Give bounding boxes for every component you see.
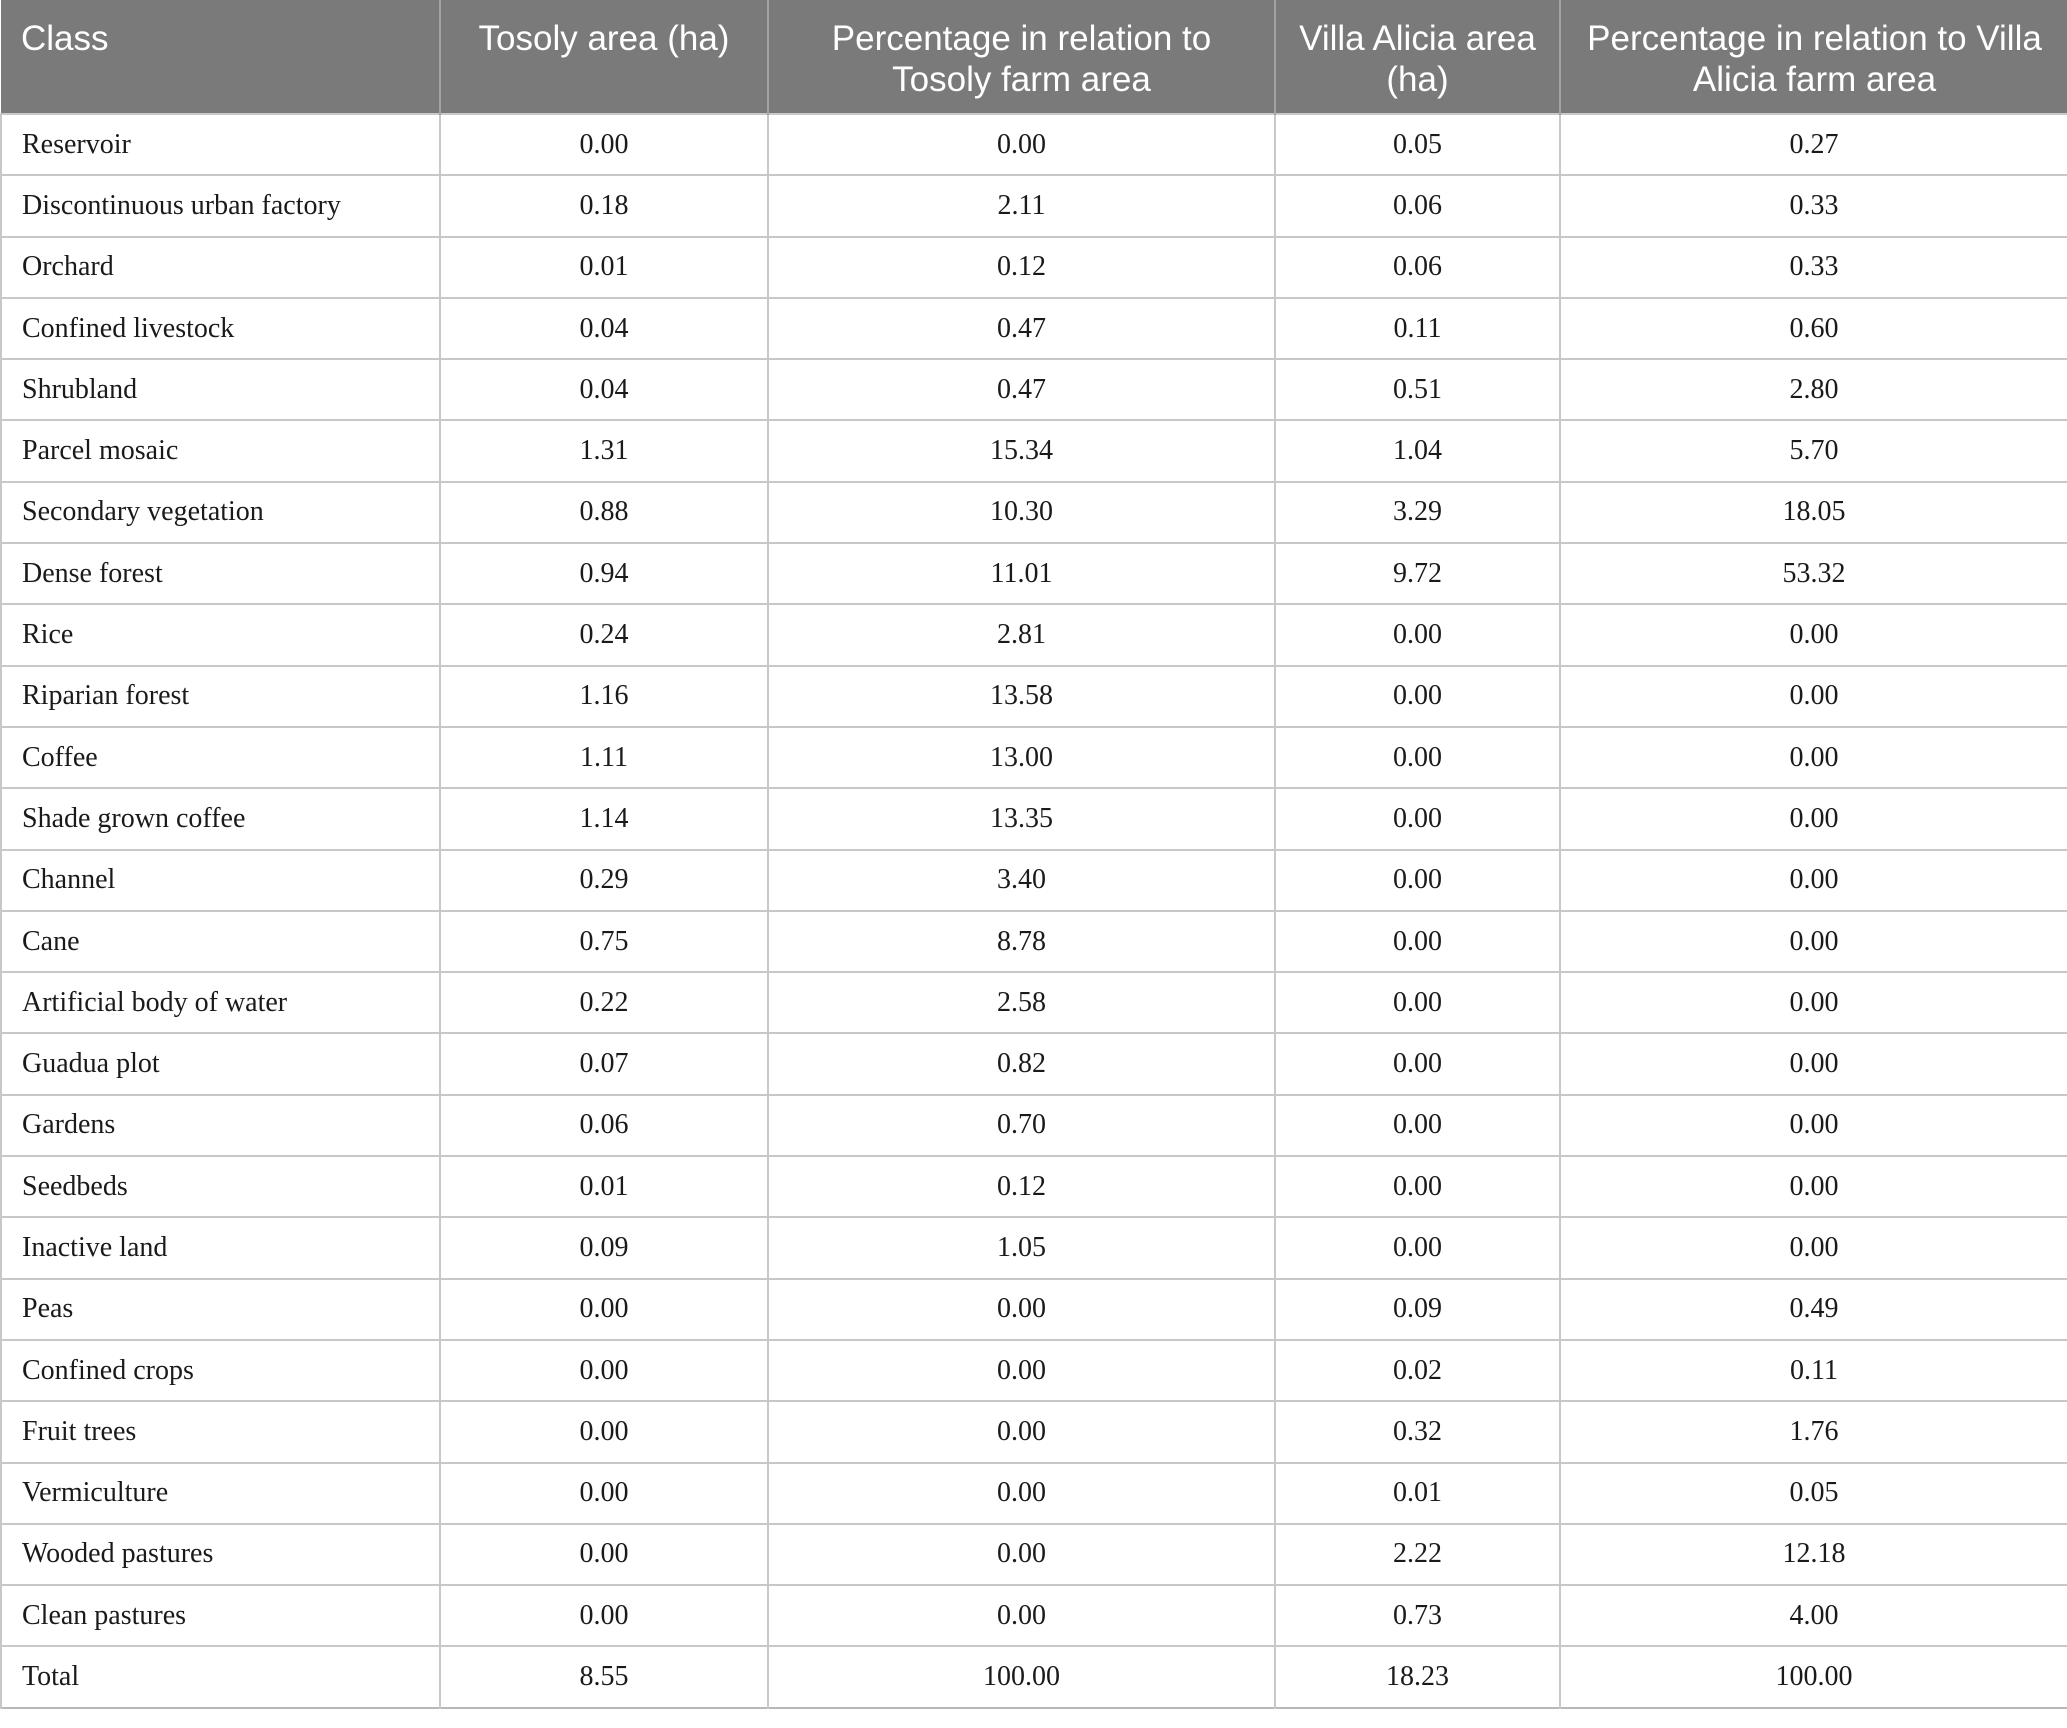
cell-tosoly-percentage: 0.70: [768, 1095, 1275, 1156]
table-row: [1, 1156, 2067, 1217]
cell-tosoly-percentage: 13.35: [768, 788, 1275, 849]
cell-villa-alicia-area: 0.00: [1275, 1156, 1560, 1217]
cell-tosoly-area: 0.06: [440, 1095, 768, 1156]
cell-villa-alicia-percentage: 0.11: [1560, 1340, 2067, 1401]
table-row: [1, 359, 2067, 420]
cell-tosoly-area: 0.22: [440, 972, 768, 1033]
cell-tosoly-percentage: 0.00: [768, 1463, 1275, 1524]
table-row: [1, 727, 2067, 788]
cell-villa-alicia-percentage: 0.27: [1560, 114, 2067, 175]
cell-tosoly-percentage: 0.00: [768, 1279, 1275, 1340]
cell-villa-alicia-area: 0.00: [1275, 911, 1560, 972]
cell-tosoly-percentage: 0.00: [768, 1401, 1275, 1462]
cell-villa-alicia-area: 0.73: [1275, 1585, 1560, 1646]
cell-tosoly-percentage: 2.81: [768, 604, 1275, 665]
cell-tosoly-area: 0.24: [440, 604, 768, 665]
cell-tosoly-area: 0.00: [440, 114, 768, 175]
table-row: [1, 1033, 2067, 1094]
cell-class: Reservoir: [1, 114, 440, 175]
cell-villa-alicia-area: 0.00: [1275, 972, 1560, 1033]
table-row: [1, 850, 2067, 911]
cell-villa-alicia-percentage: 0.00: [1560, 788, 2067, 849]
cell-villa-alicia-area: 0.05: [1275, 114, 1560, 175]
cell-class: Fruit trees: [1, 1401, 440, 1462]
cell-tosoly-percentage: 3.40: [768, 850, 1275, 911]
cell-tosoly-area: 0.00: [440, 1401, 768, 1462]
cell-villa-alicia-percentage: 12.18: [1560, 1524, 2067, 1585]
cell-tosoly-percentage: 0.00: [768, 1585, 1275, 1646]
table-row: [1, 972, 2067, 1033]
cell-class: Vermiculture: [1, 1463, 440, 1524]
cell-villa-alicia-area: 0.00: [1275, 666, 1560, 727]
table-row: [1, 237, 2067, 298]
cell-class: Peas: [1, 1279, 440, 1340]
header-villa-alicia-area: Villa Alicia area (ha): [1275, 0, 1560, 114]
table-row: [1, 911, 2067, 972]
table-row: [1, 114, 2067, 175]
cell-tosoly-percentage: 0.47: [768, 298, 1275, 359]
cell-tosoly-percentage: 0.47: [768, 359, 1275, 420]
cell-villa-alicia-percentage: 0.05: [1560, 1463, 2067, 1524]
cell-class: Inactive land: [1, 1217, 440, 1278]
cell-villa-alicia-area: 0.00: [1275, 788, 1560, 849]
cell-tosoly-percentage: 13.00: [768, 727, 1275, 788]
cell-tosoly-percentage: 0.00: [768, 114, 1275, 175]
cell-tosoly-area: 0.00: [440, 1279, 768, 1340]
cell-villa-alicia-area: 0.00: [1275, 727, 1560, 788]
cell-villa-alicia-area: 0.00: [1275, 1095, 1560, 1156]
cell-villa-alicia-percentage: 0.00: [1560, 666, 2067, 727]
cell-tosoly-area: 0.00: [440, 1585, 768, 1646]
cell-class: Orchard: [1, 237, 440, 298]
header-tosoly-area: Tosoly area (ha): [440, 0, 768, 114]
cell-tosoly-area: 8.55: [440, 1646, 768, 1707]
cell-tosoly-percentage: 13.58: [768, 666, 1275, 727]
cell-villa-alicia-percentage: 0.00: [1560, 1217, 2067, 1278]
table-row: [1, 298, 2067, 359]
cell-tosoly-area: 0.00: [440, 1340, 768, 1401]
cell-villa-alicia-area: 0.02: [1275, 1340, 1560, 1401]
cell-class: Dense forest: [1, 543, 440, 604]
cell-villa-alicia-percentage: 2.80: [1560, 359, 2067, 420]
cell-class: Clean pastures: [1, 1585, 440, 1646]
cell-tosoly-area: 0.00: [440, 1463, 768, 1524]
cell-villa-alicia-percentage: 1.76: [1560, 1401, 2067, 1462]
header-row: [1, 0, 2067, 114]
cell-tosoly-percentage: 15.34: [768, 420, 1275, 481]
table-body: [1, 114, 2067, 1708]
cell-villa-alicia-percentage: 0.49: [1560, 1279, 2067, 1340]
cell-villa-alicia-percentage: 53.32: [1560, 543, 2067, 604]
table-row: [1, 1340, 2067, 1401]
table-row: [1, 175, 2067, 236]
table-row: [1, 1585, 2067, 1646]
cell-tosoly-area: 1.14: [440, 788, 768, 849]
cell-villa-alicia-area: 0.06: [1275, 237, 1560, 298]
cell-tosoly-area: 0.01: [440, 237, 768, 298]
header-villa-alicia-percentage: Percentage in relation to Villa Alicia farm area: [1560, 0, 2067, 114]
cell-tosoly-percentage: 0.12: [768, 237, 1275, 298]
cell-class: Shrubland: [1, 359, 440, 420]
cell-tosoly-percentage: 0.82: [768, 1033, 1275, 1094]
cell-villa-alicia-percentage: 0.00: [1560, 1033, 2067, 1094]
cell-tosoly-area: 0.75: [440, 911, 768, 972]
cell-class: Artificial body of water: [1, 972, 440, 1033]
cell-villa-alicia-percentage: 0.60: [1560, 298, 2067, 359]
cell-tosoly-area: 0.94: [440, 543, 768, 604]
cell-villa-alicia-area: 18.23: [1275, 1646, 1560, 1707]
cell-tosoly-area: 0.29: [440, 850, 768, 911]
cell-class: Cane: [1, 911, 440, 972]
cell-tosoly-area: 0.04: [440, 298, 768, 359]
cell-class: Coffee: [1, 727, 440, 788]
cell-villa-alicia-area: 0.01: [1275, 1463, 1560, 1524]
total-row: [1, 1646, 2067, 1707]
cell-tosoly-area: 0.00: [440, 1524, 768, 1585]
cell-villa-alicia-area: 3.29: [1275, 482, 1560, 543]
cell-class: Seedbeds: [1, 1156, 440, 1217]
cell-villa-alicia-area: 0.00: [1275, 1217, 1560, 1278]
cell-class: Wooded pastures: [1, 1524, 440, 1585]
cell-villa-alicia-percentage: 18.05: [1560, 482, 2067, 543]
cell-villa-alicia-percentage: 4.00: [1560, 1585, 2067, 1646]
cell-tosoly-percentage: 2.58: [768, 972, 1275, 1033]
cell-tosoly-percentage: 100.00: [768, 1646, 1275, 1707]
cell-villa-alicia-area: 0.00: [1275, 604, 1560, 665]
cell-tosoly-percentage: 0.12: [768, 1156, 1275, 1217]
cell-villa-alicia-percentage: 0.33: [1560, 175, 2067, 236]
table-row: [1, 1401, 2067, 1462]
cell-class: Riparian forest: [1, 666, 440, 727]
cell-villa-alicia-area: 9.72: [1275, 543, 1560, 604]
cell-tosoly-area: 0.18: [440, 175, 768, 236]
cell-tosoly-percentage: 0.00: [768, 1340, 1275, 1401]
cell-villa-alicia-percentage: 0.00: [1560, 850, 2067, 911]
cell-villa-alicia-percentage: 0.00: [1560, 972, 2067, 1033]
cell-tosoly-percentage: 1.05: [768, 1217, 1275, 1278]
cell-villa-alicia-area: 0.06: [1275, 175, 1560, 236]
cell-villa-alicia-percentage: 100.00: [1560, 1646, 2067, 1707]
cell-class: Total: [1, 1646, 440, 1707]
table-row: [1, 1279, 2067, 1340]
cell-class: Gardens: [1, 1095, 440, 1156]
table-row: [1, 420, 2067, 481]
table-row: [1, 543, 2067, 604]
cell-class: Shade grown coffee: [1, 788, 440, 849]
table-row: [1, 1095, 2067, 1156]
cell-class: Confined crops: [1, 1340, 440, 1401]
table-row: [1, 604, 2067, 665]
header-tosoly-percentage: Percentage in relation to Tosoly farm area: [768, 0, 1275, 114]
cell-villa-alicia-percentage: 0.00: [1560, 604, 2067, 665]
cell-class: Parcel mosaic: [1, 420, 440, 481]
cell-tosoly-percentage: 0.00: [768, 1524, 1275, 1585]
cell-class: Rice: [1, 604, 440, 665]
cell-class: Guadua plot: [1, 1033, 440, 1094]
table-row: [1, 788, 2067, 849]
cell-villa-alicia-area: 2.22: [1275, 1524, 1560, 1585]
table-row: [1, 666, 2067, 727]
cell-tosoly-area: 1.16: [440, 666, 768, 727]
cell-villa-alicia-area: 0.51: [1275, 359, 1560, 420]
cell-villa-alicia-percentage: 0.00: [1560, 727, 2067, 788]
cell-tosoly-percentage: 8.78: [768, 911, 1275, 972]
header-class: Class: [1, 0, 440, 114]
cell-villa-alicia-percentage: 0.00: [1560, 1156, 2067, 1217]
cell-class: Channel: [1, 850, 440, 911]
cell-tosoly-area: 1.11: [440, 727, 768, 788]
cell-villa-alicia-area: 0.09: [1275, 1279, 1560, 1340]
cell-villa-alicia-percentage: 0.00: [1560, 1095, 2067, 1156]
cell-villa-alicia-area: 0.00: [1275, 850, 1560, 911]
cell-tosoly-area: 1.31: [440, 420, 768, 481]
cell-tosoly-area: 0.09: [440, 1217, 768, 1278]
table-row: [1, 1463, 2067, 1524]
cell-tosoly-area: 0.88: [440, 482, 768, 543]
cell-villa-alicia-area: 1.04: [1275, 420, 1560, 481]
cell-villa-alicia-percentage: 0.00: [1560, 911, 2067, 972]
cell-villa-alicia-percentage: 0.33: [1560, 237, 2067, 298]
cell-tosoly-area: 0.01: [440, 1156, 768, 1217]
cell-tosoly-area: 0.07: [440, 1033, 768, 1094]
cell-class: Confined livestock: [1, 298, 440, 359]
cell-villa-alicia-percentage: 5.70: [1560, 420, 2067, 481]
cell-tosoly-percentage: 11.01: [768, 543, 1275, 604]
table-row: [1, 1217, 2067, 1278]
cell-class: Secondary vegetation: [1, 482, 440, 543]
table-row: [1, 482, 2067, 543]
cell-class: Discontinuous urban factory: [1, 175, 440, 236]
cell-tosoly-area: 0.04: [440, 359, 768, 420]
cell-villa-alicia-area: 0.32: [1275, 1401, 1560, 1462]
cell-villa-alicia-area: 0.00: [1275, 1033, 1560, 1094]
cell-tosoly-percentage: 2.11: [768, 175, 1275, 236]
table-header: [1, 0, 2067, 114]
cell-tosoly-percentage: 10.30: [768, 482, 1275, 543]
table-row: [1, 1524, 2067, 1585]
cell-villa-alicia-area: 0.11: [1275, 298, 1560, 359]
